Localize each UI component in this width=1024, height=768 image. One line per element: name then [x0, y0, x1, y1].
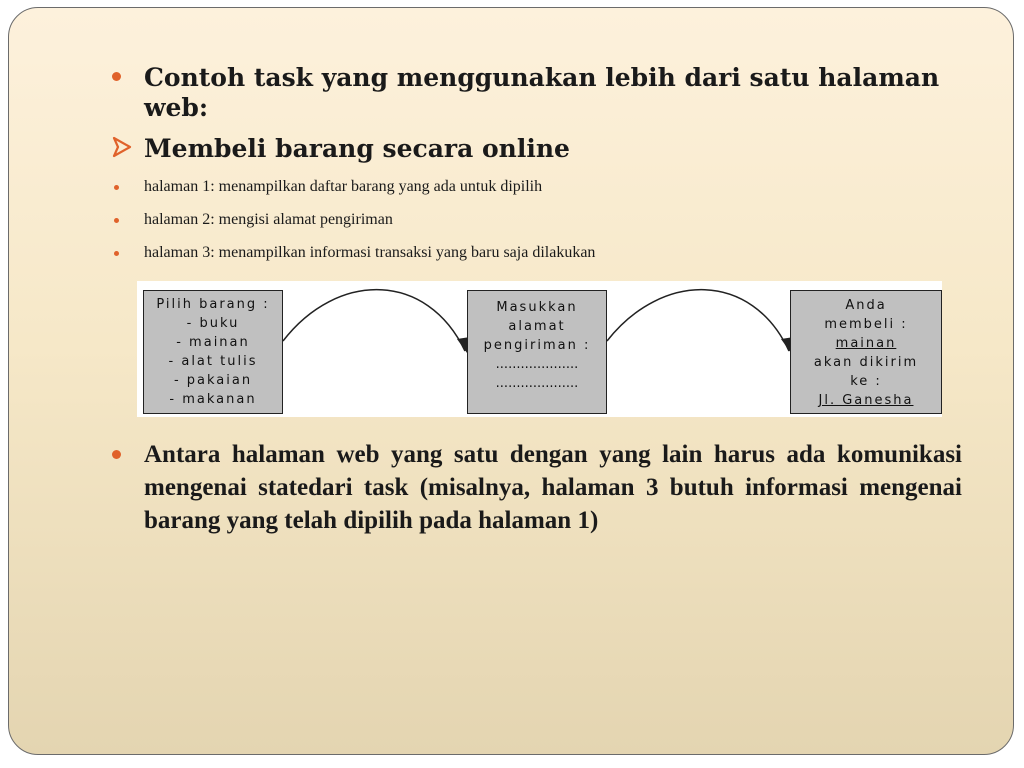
bullet-text-continued: web:: [144, 93, 209, 122]
sub-bullet-icon: [114, 185, 119, 190]
sub-bullet-text: halaman 2: mengisi alamat pengiriman: [144, 211, 393, 228]
box-line: akan dikirim: [813, 355, 919, 370]
box-line: Pilih barang :: [156, 297, 270, 312]
sub-bullet-icon: [114, 218, 119, 223]
bullet-text: Membeli barang secara online: [144, 134, 570, 163]
box-line: alamat: [508, 319, 566, 334]
arrow-2: [607, 290, 789, 351]
box-line: Anda: [845, 298, 887, 313]
box-line: pengiriman :: [483, 338, 591, 353]
box-line: - pakaian: [173, 373, 253, 388]
arrowhead-bullet-icon: [112, 135, 134, 159]
box-line: ke :: [850, 374, 882, 389]
box-line: mainan: [835, 336, 897, 351]
page-box-2: [467, 290, 607, 414]
box-line: - alat tulis: [168, 354, 258, 369]
box-line: - mainan: [176, 335, 250, 350]
sub-bullet-text: halaman 1: menampilkan daftar barang yang ada untuk dipilih: [144, 178, 543, 195]
box-line: Jl. Ganesha: [818, 393, 914, 408]
sub-bullet-text: halaman 3: menampilkan informasi transaksi yang baru saja dilakukan: [144, 244, 596, 261]
box-line: - buku: [186, 316, 240, 331]
bullet-icon: [112, 72, 121, 81]
box-line: ....................: [495, 376, 579, 391]
box-line: Masukkan: [496, 300, 578, 315]
page-box-1: [143, 290, 283, 414]
bullet-item-3-text: Antara halaman web yang satu dengan yang lain harus ada komunikasi mengenai statedari task (misalnya, halaman 3 butuh informasi mengenai barang yang telah dipilih pada halaman 1): [144, 441, 962, 534]
sub-bullet-icon: [114, 251, 119, 256]
bullet-icon: [112, 450, 121, 459]
arrow-1: [283, 290, 465, 351]
box-line: - makanan: [169, 392, 257, 407]
box-line: ....................: [495, 357, 579, 372]
page-flow-diagram: [137, 281, 942, 417]
bullet-text: Contoh task yang menggunakan lebih dari satu halaman: [144, 63, 940, 92]
box-line: membeli :: [824, 317, 908, 332]
page-box-3: [790, 290, 942, 414]
